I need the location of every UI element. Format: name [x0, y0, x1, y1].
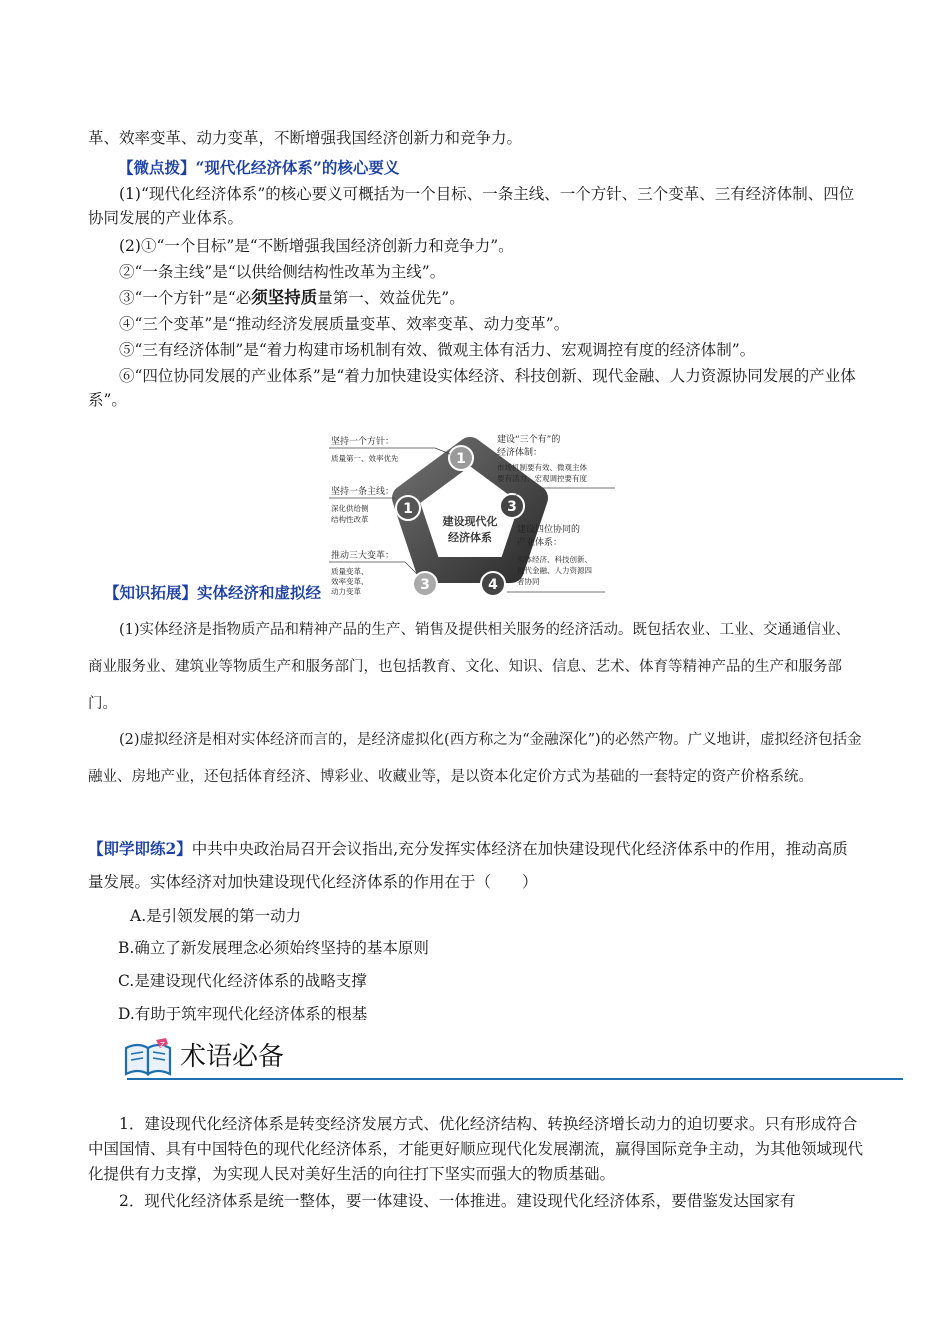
- exercise-stem: 中共中央政治局召开会议指出,充分发挥实体经济在加快建设现代化经济体系中的作用，推动高质量发展。实体经济对加快建设现代化经济体系的作用在于（ ）: [88, 840, 848, 891]
- point-para-7: ⑥“四位协同发展的产业体系”是“着力加快建设实体经济、科技创新、现代金融、人力资源协同发展的产业体系”。: [88, 367, 856, 409]
- diagram-right2-body2: 现代金融、人力资源四: [517, 566, 592, 575]
- terms-divider: [127, 1078, 903, 1080]
- point-title: “现代化经济体系”的核心要义: [195, 158, 400, 177]
- diagram-right1-body1: 市场机制要有效、微观主体: [497, 463, 587, 472]
- point-para-6: ⑤“三有经济体制”是“着力构建市场机制有效、微观主体有活力、宏观调控有度的经济体制”。: [119, 341, 756, 359]
- diagram-center-label: 建设现代化经济体系: [470, 428, 479, 429]
- diagram-right2-body1: 实体经济、科技创新、: [517, 555, 592, 564]
- exercise-tag: 【即学即练2】: [88, 839, 192, 858]
- diagram-left2-title: 坚持一条主线：: [331, 487, 395, 497]
- point-para-2: (2)①“一个目标”是“不断增强我国经济创新力和竞争力”。: [119, 237, 514, 255]
- terms-title: 术语必备: [180, 1042, 285, 1072]
- diagram-left3-body1: 质量变革、: [331, 567, 369, 576]
- point-para-3: ②“一条主线”是“以供给侧结构性改革为主线”。: [119, 263, 446, 281]
- diagram-left3-body2: 效率变革、: [331, 577, 369, 586]
- svg-text:经济体系: 经济体系: [448, 531, 492, 544]
- diagram-right1-body2: 要有活力、宏观调控要有度: [497, 474, 587, 483]
- diagram-left1-title: 坚持一个方针：: [331, 437, 395, 447]
- option-c[interactable]: C.是建设现代化经济体系的战略支撑: [118, 972, 367, 990]
- diagram-num-top: 1: [456, 451, 466, 467]
- diagram-left2-body2: 结构性改革: [331, 515, 369, 524]
- svg-text:建设现代化: 建设现代化: [442, 515, 498, 528]
- intro-line: 革、效率变革、动力变革，不断增强我国经济创新力和竞争力。: [88, 129, 523, 147]
- modern-economy-diagram: [325, 428, 625, 608]
- diagram-left3-title: 推动三大变革：: [331, 551, 395, 561]
- point-para-4c: 量第一、效益优先”。: [317, 289, 465, 307]
- extension-para-1: (1)实体经济是指物质产品和精神产品的生产、销售及提供相关服务的经济活动。既包括农业、工业、交通通信业、商业服务业、建筑业等物质生产和服务部门，也包括教育、文化、知识、信息、艺术、体育等精神产品的生产和服务部门。: [88, 622, 851, 712]
- extension-heading: [104, 581, 334, 605]
- diagram-num-bottom-right: 4: [488, 577, 498, 593]
- diagram-left3-body3: 动力变革: [331, 587, 361, 596]
- diagram-right2-title1: 建设四位协同的: [517, 525, 581, 535]
- option-b[interactable]: B.确立了新发展理念必须始终坚持的基本原则: [118, 939, 429, 957]
- option-a[interactable]: A.是引领发展的第一动力: [130, 907, 302, 925]
- point-para-4: [88, 286, 863, 310]
- exercise-block: [88, 832, 863, 899]
- terms-para-1: 1．建设现代化经济体系是转变经济发展方式、优化经济结构、转换经济增长动力的迫切要求。只有形成符合中国国情、具有中国特色的现代化经济体系，才能更好顺应现代化发展潮流，赢得国际竞争主动，为其他领域现代化提供有力支撑，为实现人民对美好生活的向往打下坚实而强大的物质基础。: [88, 1115, 864, 1183]
- extension-para-2: (2)虚拟经济是相对实体经济而言的，是经济虚拟化(西方称之为“金融深化”)的必然产物。广义地讲，虚拟经济包括金融业、房地产业，还包括体育经济、博彩业、收藏业等，是以资本化定价方式为基础的一套特定的资产价格系统。: [88, 732, 862, 785]
- diagram-right1-title2: 经济体制：: [497, 448, 543, 458]
- diagram-num-right: 3: [507, 499, 517, 515]
- point-para-4b: 须坚持质: [251, 288, 318, 307]
- point-para-1: (1)“现代化经济体系”的核心要义可概括为一个目标、一条主线、一个方针、三个变革、三有经济体制、四位协同发展的产业体系。: [88, 185, 855, 227]
- option-d[interactable]: D.有助于筑牢现代化经济体系的根基: [118, 1005, 368, 1023]
- point-para-4a: ③“一个方针”是“必: [119, 289, 252, 307]
- diagram-left2-body1: 深化供给侧: [331, 504, 369, 513]
- point-heading: [118, 156, 863, 180]
- diagram-left1-body: 质量第一、效率优先: [331, 454, 399, 463]
- diagram-num-bottom-left: 3: [420, 577, 430, 593]
- point-tag: 【微点拨】: [118, 158, 196, 177]
- extension-tag: 【知识拓展】实体经济和虚拟经: [104, 583, 322, 602]
- diagram-right1-title1: 建设“三个有”的: [497, 435, 561, 445]
- svg-text:Z: Z: [160, 1041, 165, 1049]
- diagram-right2-body3: 者协同: [517, 577, 540, 586]
- diagram-right2-title2: 产业体系：: [517, 538, 563, 548]
- diagram-num-left: 1: [403, 501, 413, 517]
- terms-para-2: 2．现代化经济体系是统一整体，要一体建设、一体推进。建设现代化经济体系，要借鉴发达国家有: [119, 1192, 796, 1210]
- book-icon: [122, 1036, 174, 1080]
- point-para-5: ④“三个变革”是“推动经济发展质量变革、效率变革、动力变革”。: [119, 315, 570, 333]
